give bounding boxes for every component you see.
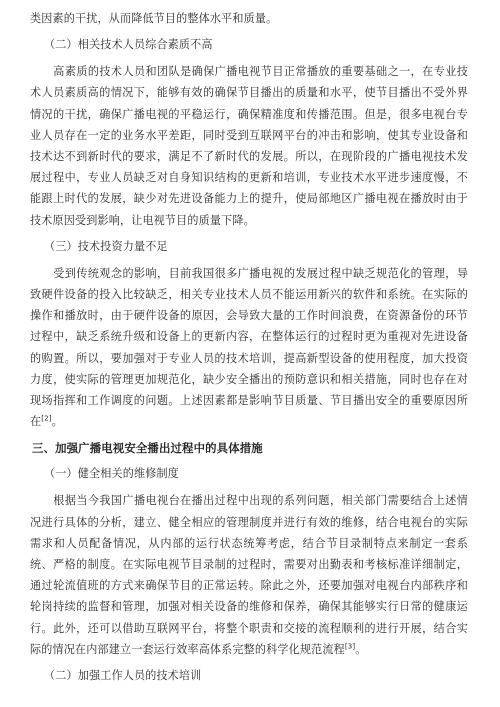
paragraph-investment-text: 受到传统观念的影响，目前我国很多广播电视的发展过程中缺乏规范化的管理，导致硬件设备的投入比较缺乏，相关专业技术人员不能运用新兴的软件和系统。在实际的操作和播放时，由于硬件设备的原因，会导致大量的工作时间浪费，在资源备份的环节过程中，缺乏系统升级和设备上的更新内容，在整体运行的过程时更为重视对先进设备的购置。所以，要加强对于专业人员的技术培训，提高新型设备的使用程度，加大投资力度，使实际的管理更加规范化，缺少安全播出的预防意识和相关措施，同时也存在对现场指挥和工作调度的问题。上述因素都是影响节目质量、节目播出安全的重要原因所在 <box>30 266 468 429</box>
paragraph-continuation: 类因素的干扰，从而降低节目的整体水平和质量。 <box>30 12 278 25</box>
paragraph-investment-end: 。 <box>51 415 63 429</box>
paragraph-maintenance-text: 根据当今我国广播电视台在播出过程中出现的系列问题，相关部门需要结合上述情况进行具体的分析，建立、健全相应的管理制度并进行有效的维修，结合电视台的实际需求和人员配备情况，从内部的运行状态统筹考虑，结合节目录制特点来制定一套系统、严格的制度。在实际电视节目录制的过程时，需要对出勤表和考核标准详细制定，通过轮流值班的方式来确保节目的正常运转。除此之外，还要加强对电视台内部秩序和轮岗持续的监督和管理，加强对相关设备的维修和保养，确保其能够实行日常的健康运行。此外，还可以借助互联网平台，将整个职责和交接的流程顺利的进行开展，结合实际的情况在内部建立一套运行效率高体系完整的科学化规范流程 <box>30 494 468 656</box>
paragraph-investment-insufficient <box>30 263 468 433</box>
paragraph-maintenance-system <box>30 490 468 660</box>
subheading-investment-insufficient: （三）技术投资力量不足 <box>44 239 168 253</box>
subheading-maintenance-system: （一）健全相关的维修制度 <box>44 467 179 481</box>
subheading-staff-training: （二）加强工作人员的技术培训 <box>44 669 202 683</box>
section-heading-3: 三、加强广播电视安全播出过程中的具体措施 <box>32 441 263 456</box>
subheading-technical-staff-quality: （二）相关技术人员综合素质不高 <box>44 38 213 52</box>
citation-3: [3] <box>344 642 356 651</box>
citation-2: [2] <box>41 414 52 423</box>
paragraph-maintenance-end: 。 <box>355 642 367 656</box>
paragraph-technical-staff-quality: 高素质的技术人员和团队是确保广播电视节目正常播放的重要基础之一，在专业技术人员素质高的情况下，能够有效的确保节目播出的质量和水平，使节目播出不受外界情况的干扰，确保广播电视的平稳运行，确保精准度和传播范围。但是，很多电视台专业人员存在一定的业务水平差距，同时受到互联网平台的冲击和影响，使其专业设备和技术达不到新时代的要求，满足不了新时代的发展。所以，在现阶段的广播电视技术发展过程中，专业人员缺乏对自身知识结构的更新和培训，专业技术水平进步速度慢，不能跟上时代的发展，缺少对先进设备能力上的提升，使局部地区广播电视在播放时由于技术原因受到影响，让电视节目的质量下降。 <box>30 65 468 227</box>
